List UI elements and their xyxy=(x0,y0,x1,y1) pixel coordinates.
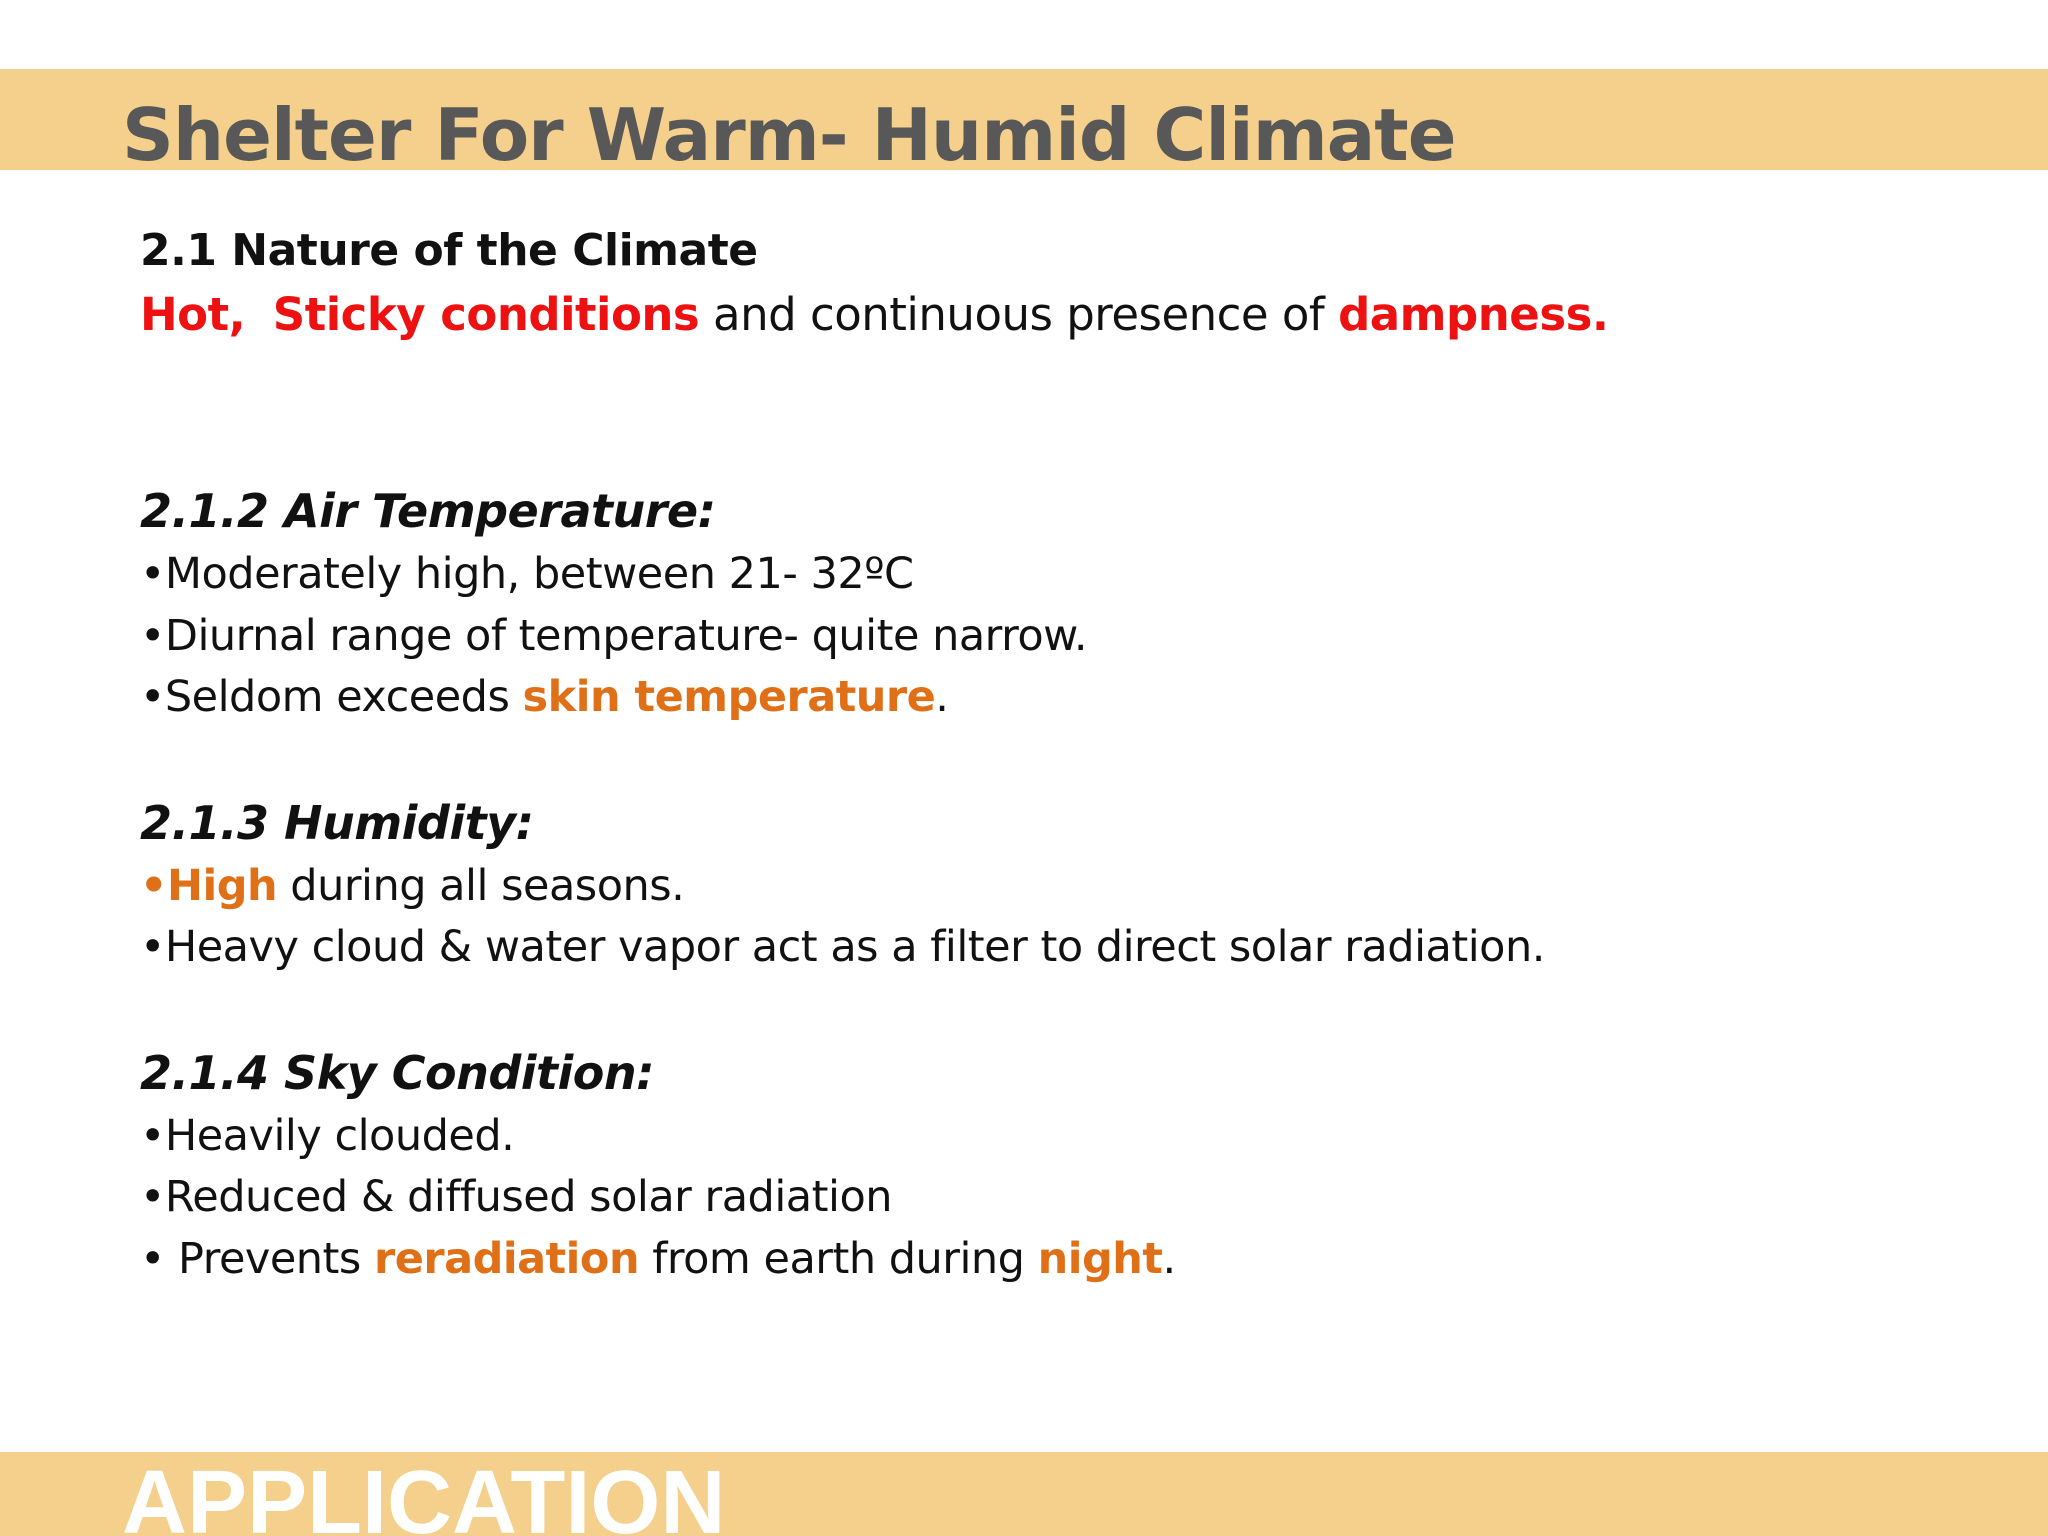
spacer xyxy=(140,729,1960,790)
air-temperature-line-3 xyxy=(140,667,1960,729)
spacer xyxy=(140,979,1960,1040)
sky-line-3-suffix: . xyxy=(1162,1233,1176,1284)
slide-title: Shelter For Warm- Humid Climate xyxy=(122,93,1456,177)
intro-middle-text: and continuous presence of xyxy=(713,288,1325,341)
air-temperature-line-2: •Diurnal range of temperature- quite narrow. xyxy=(140,610,1088,661)
air-temperature-line-3-prefix: •Seldom exceeds xyxy=(140,672,510,722)
hot-highlight: Hot, xyxy=(140,288,246,341)
air-temperature-heading: 2.1.2 Air Temperature: xyxy=(140,484,716,538)
sky-condition-heading: 2.1.4 Sky Condition: xyxy=(140,1045,655,1100)
section-heading: 2.1 Nature of the Climate xyxy=(140,225,758,276)
reradiation-highlight: reradiation xyxy=(374,1233,640,1284)
humidity-heading: 2.1.3 Humidity: xyxy=(140,795,534,850)
sky-line-3-prefix: • Prevents xyxy=(140,1233,361,1284)
sky-line-1: •Heavily clouded. xyxy=(140,1110,515,1161)
sky-line-3-middle: from earth during xyxy=(652,1233,1025,1284)
humidity-line-2: •Heavy cloud & water vapor act as a filter to direct solar radiation. xyxy=(140,922,1545,972)
dampness-highlight: dampness. xyxy=(1338,288,1609,341)
night-highlight: night xyxy=(1037,1233,1163,1284)
spacer xyxy=(140,348,1960,478)
slide-content xyxy=(140,220,1960,1290)
skin-temperature-highlight: skin temperature xyxy=(522,672,936,722)
footer-label: APPLICATION xyxy=(122,1453,726,1536)
humidity-line-1 xyxy=(140,856,1960,918)
humidity-line-1-rest: during all seasons. xyxy=(290,860,685,911)
sticky-highlight: Sticky conditions xyxy=(272,288,700,341)
sky-line-2: •Reduced & diffused solar radiation xyxy=(140,1172,893,1222)
high-highlight: •High xyxy=(140,860,278,911)
air-temperature-line-3-suffix: . xyxy=(935,672,949,722)
air-temperature-line-1: •Moderately high, between 21- 32ºC xyxy=(140,549,914,599)
sky-line-3 xyxy=(140,1229,1960,1291)
climate-intro-line xyxy=(140,282,1960,348)
